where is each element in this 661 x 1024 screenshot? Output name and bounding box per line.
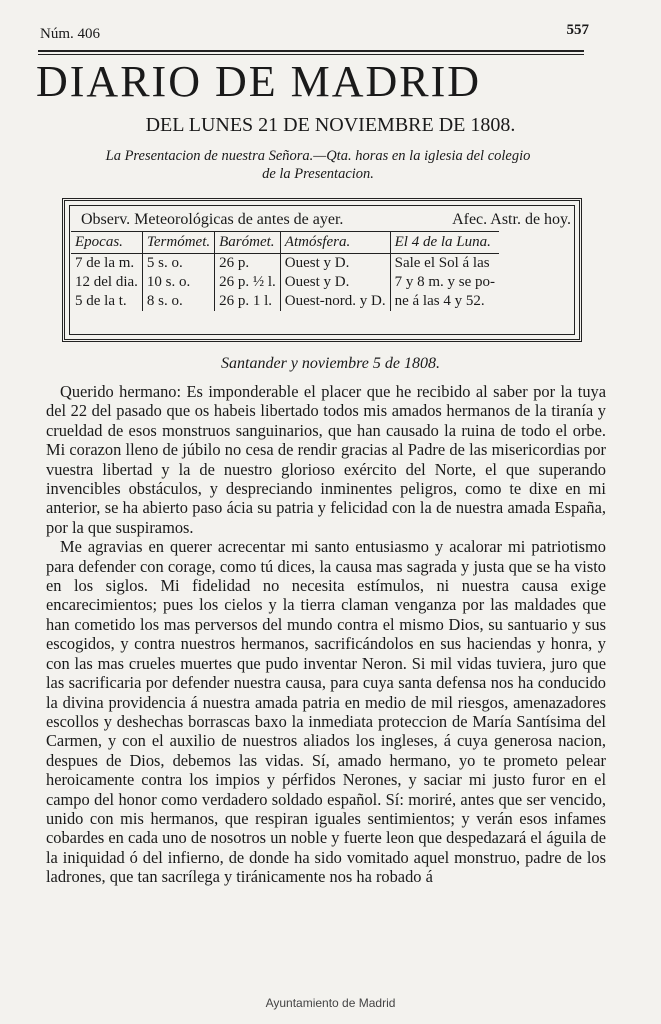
dateline: DEL LUNES 21 DE NOVIEMBRE DE 1808.: [145, 114, 516, 136]
cell-barometro: 26 p. 1 l.: [215, 292, 281, 311]
page-number: 557: [566, 22, 589, 38]
saint-line-2: de la Presentacion.: [262, 166, 374, 182]
col-atmosfera: Atmósfera.: [280, 232, 390, 254]
cell-luna: ne á las 4 y 52.: [390, 292, 499, 311]
letter-paragraph-2: Me agravias en querer acrecentar mi santo entusiasmo y acalorar mi patriotismo para defender con corage, como tú dices, la causa mas sagrada y justa que se ha visto en los siglos. Mi fidelidad no necesita estímulos, ni nuestra causa exige encarecimientos; pues los cielos y la tierra claman venganza por las maldades que han cometido los mas perversos del mundo contra el mismo Dios, su santuario y sus escogidos, y contra nuestros hermanos, sacrificándolos en sus haciendas y honra, y con las mas crueles muertes que pudo inventar Neron. Si mil vidas tuviera, juro que las sacrificaria por defender nuestra causa, para cuya santa defensa nos ha conducido la divina providencia á nuestra amada patria en medio de mil riesgos, amenazadores escollos y deshechas borrascas baxo la inmediata proteccion de María Santísima del Carmen, y con el auxilio de nuestros aliados los ingleses, á cuya generosa nacion, despues de Dios, debemos las vidas. Sí, amado hermano, yo te prometo pelear heroicamente contra los impios y pérfidos Nerones, y saciar mi justo furor en el campo del honor como verdadero soldado español. Sí: moriré, antes que ser vencido, unido con mis hermanos, que respiran iguales sentimientos; y verán esos infames cobardes en cada uno de nosotros un noble y fuerte leon que despedazará el águila de la iniquidad ó del infierno, de donde ha sido vomitado aquel monstruo, padre de los ladrones, que tan sacrílega y tiránicamente nos ha robado á: [46, 537, 606, 887]
header-rule-thin: [38, 54, 584, 55]
cell-barometro: 26 p.: [215, 254, 281, 274]
weather-table: [71, 231, 499, 311]
col-epocas: Epocas.: [71, 232, 142, 254]
issue-number: Núm. 406: [40, 26, 100, 42]
weather-row: [71, 254, 499, 274]
weather-title: Observ. Meteorológicas de antes de ayer.: [81, 211, 344, 228]
letter-place-date: Santander y noviembre 5 de 1808.: [221, 355, 440, 372]
saint-of-day: [58, 147, 578, 183]
masthead-title: DIARIO DE MADRID: [36, 57, 482, 106]
cell-atmosfera: Ouest y D.: [280, 254, 390, 274]
col-barometro: Barómet.: [215, 232, 281, 254]
weather-box: [62, 198, 582, 342]
cell-atmosfera: Ouest y D.: [280, 273, 390, 292]
cell-epoca: 12 del dia.: [75, 274, 138, 290]
cell-epoca: 7 de la m.: [75, 255, 135, 271]
astro-title: Afec. Astr. de hoy.: [452, 211, 571, 228]
cell-luna: Sale el Sol á las: [390, 254, 499, 274]
cell-barometro: 26 p. ½ l.: [215, 273, 281, 292]
letter-paragraph-1: Querido hermano: Es imponderable el placer que he recibido al saber por la tuya del 22 del pasado que os habeis libertado todos mis amados hermanos de la tiranía y crueldad de esos monstruos sanguinarios, que han causado la ruina de todo el orbe. Mi corazon lleno de júbilo no cesa de rendir gracias al Padre de las misericordias por vuestra libertad y la de nuestro glorioso exército del Norte, el que superando invencibles obstáculos, y despreciando inminentes peligros, como te dixe en mi anterior, se ha abierto paso ácia su patria y felicidad con la de nuestra amada España, por la que suspiramos.: [46, 382, 606, 537]
weather-header-row: [71, 232, 499, 254]
weather-row: [71, 273, 499, 292]
weather-row: [71, 292, 499, 311]
cell-atmosfera: Ouest-nord. y D.: [280, 292, 390, 311]
col-termometro: Termómet.: [142, 232, 214, 254]
header-rule: [38, 50, 584, 52]
col-luna: El 4 de la Luna.: [390, 232, 499, 254]
archive-footer: Ayuntamiento de Madrid: [265, 996, 396, 1010]
cell-termometro: 5 s. o.: [142, 254, 214, 274]
letter-body: [46, 382, 606, 887]
cell-epoca: 5 de la t.: [75, 293, 127, 309]
saint-line-1: La Presentacion de nuestra Señora.—Qta. horas en la iglesia del colegio: [105, 148, 531, 164]
cell-termometro: 8 s. o.: [142, 292, 214, 311]
cell-luna: 7 y 8 m. y se po-: [390, 273, 499, 292]
cell-termometro: 10 s. o.: [142, 273, 214, 292]
